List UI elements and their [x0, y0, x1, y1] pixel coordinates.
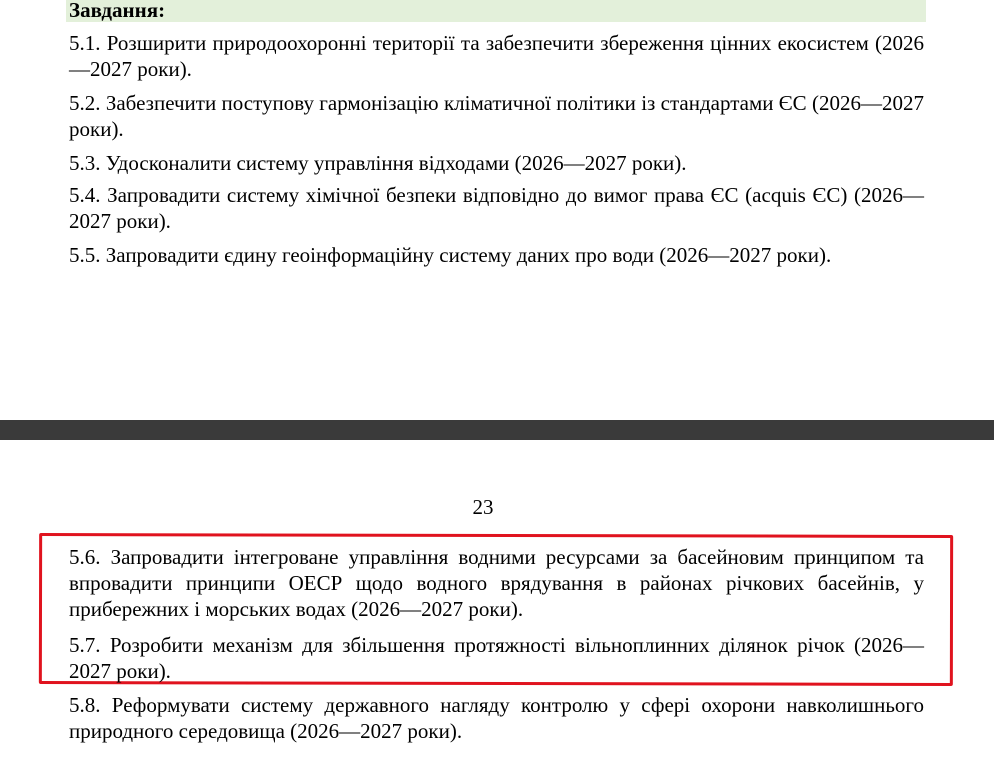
task-text: Запровадити систему хімічної безпеки відповідно до вимог права ЄС (acquis ЄС) (2026—2027 роки). [69, 183, 924, 233]
task-text: Запровадити єдину геоінформаційну систему даних про води (2026—2027 роки). [105, 243, 832, 267]
task-number: 5.4. [69, 183, 101, 207]
section-heading-background [66, 0, 926, 22]
task-5-7 [69, 632, 924, 684]
task-number: 5.1. [69, 31, 101, 55]
task-text: Забезпечити поступову гармонізацію кліматичної політики із стандартами ЄС (2026—2027 роки). [69, 91, 924, 141]
task-text: Удосконалити систему управління відходами (2026—2027 роки). [105, 151, 687, 175]
task-5-2 [69, 90, 924, 142]
task-5-4 [69, 182, 924, 234]
task-text: Запровадити інтегроване управління водними ресурсами за басейновим принципом та впровадити принципи ОЕСР щодо водного врядування в районах річкових басейнів, у прибережних і морських водах (2026—2027 роки). [69, 545, 925, 621]
task-text: Реформувати систему державного нагляду контролю у сфері охорони навколишнього природного середовища (2026—2027 роки). [69, 693, 925, 743]
task-5-5 [69, 242, 924, 268]
task-number: 5.6. [69, 545, 101, 569]
task-5-6 [69, 544, 924, 622]
task-5-3 [69, 150, 924, 176]
section-heading: Завдання: [69, 0, 166, 22]
task-text: Розширити природоохоронні території та забезпечити збереження цінних екосистем (2026—2027 роки). [69, 31, 925, 81]
document-page-23 [0, 440, 994, 764]
page-number: 23 [472, 495, 494, 519]
task-5-8 [69, 692, 924, 744]
task-number: 5.8. [69, 693, 101, 717]
task-5-1 [69, 30, 924, 82]
task-number: 5.7. [69, 633, 101, 657]
task-number: 5.5. [69, 243, 101, 267]
page-separator [0, 420, 994, 440]
task-number: 5.2. [69, 91, 101, 115]
task-text: Розробити механізм для збільшення протяжності вільноплинних ділянок річок (2026—2027 роки). [69, 633, 925, 683]
task-number: 5.3. [69, 151, 101, 175]
